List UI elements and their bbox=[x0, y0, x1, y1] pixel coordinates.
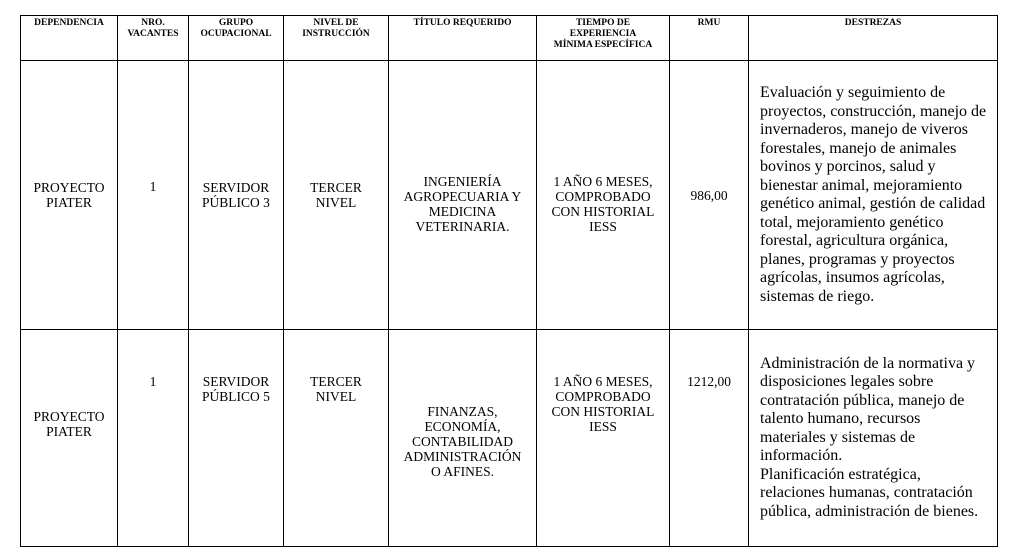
header-destrezas: DESTREZAS bbox=[749, 16, 998, 61]
header-row bbox=[21, 16, 998, 61]
cell-tiempo: 1 AÑO 6 MESES, COMPROBADO CON HISTORIAL IESS bbox=[537, 330, 670, 547]
table-row bbox=[21, 61, 998, 330]
cell-vacantes: 1 bbox=[118, 330, 189, 547]
vacancies-table bbox=[20, 15, 998, 547]
cell-vacantes: 1 bbox=[118, 61, 189, 330]
header-titulo: TÍTULO REQUERIDO bbox=[389, 16, 537, 61]
cell-dependencia: PROYECTO PIATER bbox=[21, 61, 118, 330]
cell-rmu: 1212,00 bbox=[670, 330, 749, 547]
header-rmu: RMU bbox=[670, 16, 749, 61]
cell-tiempo: 1 AÑO 6 MESES, COMPROBADO CON HISTORIAL IESS bbox=[537, 61, 670, 330]
header-grupo: GRUPO OCUPACIONAL bbox=[189, 16, 284, 61]
table-row bbox=[21, 330, 998, 547]
cell-dependencia: PROYECTO PIATER bbox=[21, 330, 118, 547]
cell-rmu: 986,00 bbox=[670, 61, 749, 330]
header-vacantes: NRO. VACANTES bbox=[118, 16, 189, 61]
cell-nivel: TERCER NIVEL bbox=[284, 61, 389, 330]
cell-nivel: TERCER NIVEL bbox=[284, 330, 389, 547]
cell-grupo: SERVIDOR PÚBLICO 5 bbox=[189, 330, 284, 547]
header-nivel: NIVEL DE INSTRUCCIÓN bbox=[284, 16, 389, 61]
header-tiempo: TIEMPO DE EXPERIENCIA MÍNIMA ESPECÍFICA bbox=[537, 16, 670, 61]
cell-titulo: INGENIERÍA AGROPECUARIA Y MEDICINA VETERINARIA. bbox=[389, 61, 537, 330]
cell-destrezas: Administración de la normativa y disposiciones legales sobre contratación pública, manejo de talento humano, recursos materiales y sistemas de información. Planificación estratégica, relaciones humanas, contratación pública, administración de bienes. bbox=[749, 330, 998, 547]
cell-grupo: SERVIDOR PÚBLICO 3 bbox=[189, 61, 284, 330]
cell-destrezas: Evaluación y seguimiento de proyectos, construcción, manejo de invernaderos, manejo de viveros forestales, manejo de animales bovinos y porcinos, salud y bienestar animal, mejoramiento genético animal, gestión de calidad total, mejoramiento genético forestal, agricultura orgánica, planes, programas y proyectos agrícolas, insumos agrícolas, sistemas de riego. bbox=[749, 61, 998, 330]
cell-titulo: FINANZAS, ECONOMÍA, CONTABILIDAD ADMINISTRACIÓN O AFINES. bbox=[389, 330, 537, 547]
header-dependencia: DEPENDENCIA bbox=[21, 16, 118, 61]
